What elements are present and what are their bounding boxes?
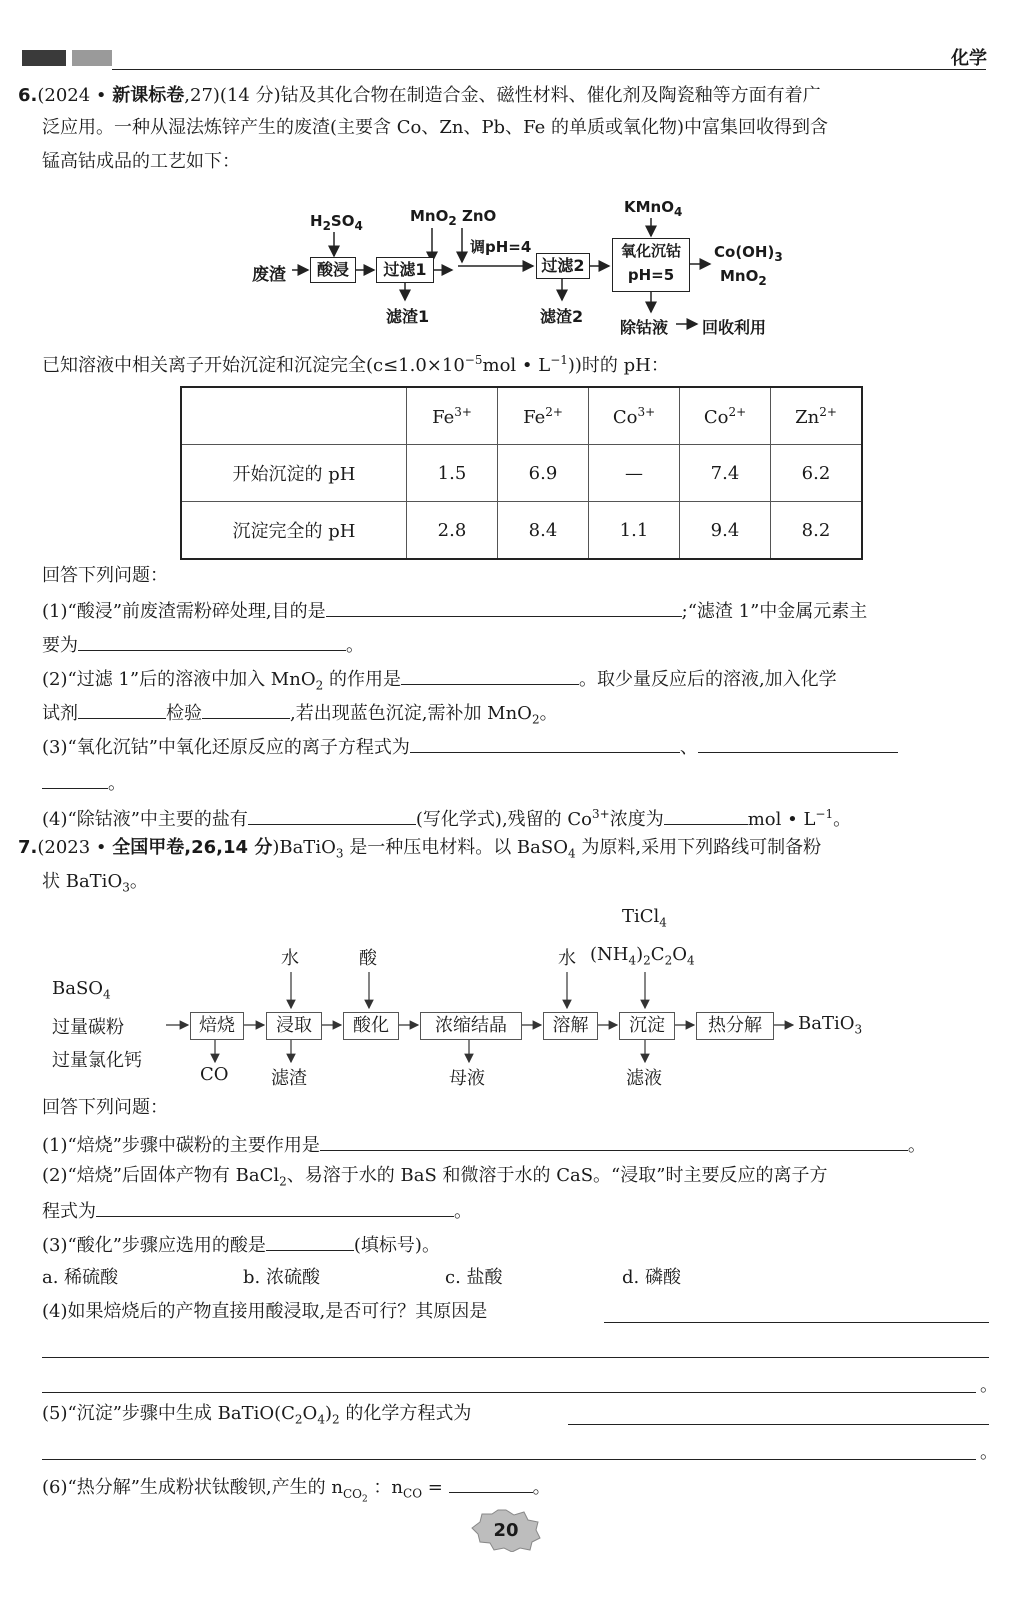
flow2-output-mother-liquor: 母液 bbox=[449, 1068, 485, 1089]
ion-symbol: Fe bbox=[432, 406, 455, 428]
subject-label: 化学 bbox=[951, 48, 987, 69]
sub-2: 2 bbox=[315, 678, 324, 693]
q7-option-d[interactable]: d. 磷酸 bbox=[622, 1267, 681, 1288]
table-cell: 8.2 bbox=[771, 502, 863, 560]
table-cell: 9.4 bbox=[680, 502, 771, 560]
q7-period: 。 bbox=[907, 1135, 926, 1156]
q7-part5-text3: ) bbox=[324, 1403, 332, 1424]
q7-period: 。 bbox=[532, 1477, 551, 1498]
flow2-output-filtrate: 滤液 bbox=[626, 1068, 662, 1089]
q7-period: 。 bbox=[980, 1375, 998, 1396]
flow-product-cooh3: $Co(OH)_3$ bbox=[714, 243, 783, 264]
q6-known-exp: −5 bbox=[464, 353, 483, 367]
flow-reagent-kmno4: KMnO$_4$ bbox=[624, 198, 683, 219]
q7-part5-text: (5)“沉淀”步骤中生成 BaTiO(C bbox=[42, 1403, 295, 1424]
q6-source-open: (2024 • bbox=[37, 85, 113, 106]
q7-part5-blank-line2[interactable] bbox=[42, 1459, 976, 1460]
q7-line2-text: 状 BaTiO bbox=[42, 871, 123, 892]
flow2-step-dissolve: 溶解 bbox=[543, 1012, 598, 1040]
flow2-reagent-ticl4: TiCl$_4$ bbox=[622, 906, 667, 930]
page-number bbox=[470, 1508, 542, 1552]
flow2-reagent-oxalate: $(NH_4)_2C_2O_4$ bbox=[590, 944, 695, 968]
table-cell: 7.4 bbox=[680, 445, 771, 502]
ion-charge: 3+ bbox=[637, 404, 656, 419]
flow-step-oxidize-ph: pH=5 bbox=[627, 266, 675, 284]
table-cell: 2.8 bbox=[407, 502, 498, 560]
q7-part5 bbox=[42, 1402, 471, 1432]
q6-known-exp2: −1 bbox=[550, 353, 568, 367]
flow-step-filter1: 过滤1 bbox=[376, 257, 434, 283]
q7-number: 7. bbox=[18, 837, 38, 858]
q6-comma: 、 bbox=[679, 737, 698, 758]
flow2-reagent-water1: 水 bbox=[281, 948, 299, 969]
flow-step-filter2: 过滤2 bbox=[536, 253, 590, 279]
table-cell: 6.9 bbox=[498, 445, 589, 502]
ion-symbol: Fe bbox=[523, 406, 546, 428]
sub-3: 3 bbox=[335, 846, 344, 861]
q6-part2-text3: 。取少量反应后的溶液,加入化学 bbox=[578, 669, 837, 690]
q6-part4-text3: 浓度为 bbox=[609, 809, 664, 830]
flow2-output-residue: 滤渣 bbox=[271, 1068, 307, 1089]
flow-residue1: 滤渣1 bbox=[386, 307, 430, 326]
flow2-input-carbon: 过量碳粉 bbox=[52, 1017, 124, 1038]
flow2-step-acidify: 酸化 bbox=[343, 1012, 399, 1040]
q7-period: 。 bbox=[454, 1201, 472, 1222]
flow2-step-roast: 焙烧 bbox=[190, 1012, 244, 1040]
q6-part1-text2: ;“滤渣 1”中金属元素主 bbox=[681, 601, 868, 622]
q7-part4 bbox=[42, 1300, 487, 1324]
q7-part4-blank-line2[interactable] bbox=[42, 1357, 989, 1358]
flow-residue2: 滤渣2 bbox=[540, 307, 584, 326]
table-cell: — bbox=[589, 445, 680, 502]
q6-part1-text3: 要为 bbox=[42, 635, 78, 656]
ion-symbol: Co bbox=[612, 406, 638, 428]
q6-period: 。 bbox=[108, 773, 126, 794]
q6-period: 。 bbox=[833, 809, 852, 830]
q7-intro2: 是一种压电材料。以 BaSO bbox=[343, 837, 568, 858]
q7-part3 bbox=[42, 1232, 440, 1258]
q7-part6 bbox=[42, 1474, 551, 1511]
q7-part1-text: (1)“焙烧”步骤中碳粉的主要作用是 bbox=[42, 1135, 320, 1156]
q6-part4-text2: (写化学式),残留的 Co bbox=[415, 809, 593, 830]
sup-3plus: 3+ bbox=[592, 807, 610, 821]
q6-part2-text6: ,若出现蓝色沉淀,需补加 MnO bbox=[290, 703, 532, 724]
q6-part2-text2: 的作用是 bbox=[323, 669, 401, 690]
table-cell: 1.5 bbox=[407, 445, 498, 502]
flow2-input-cacl2: 过量氯化钙 bbox=[52, 1050, 142, 1071]
q7-source: 全国甲卷,26,14 分 bbox=[112, 837, 273, 858]
flow-step-acid-leach: 酸浸 bbox=[310, 257, 356, 283]
q7-part2-text: (2)“焙烧”后固体产物有 BaCl bbox=[42, 1165, 280, 1186]
q6-line2: 泛应用。一种从湿法炼锌产生的废渣(主要含 Co、Zn、Pb、Fe 的单质或氧化物)中富集回收得到含 bbox=[42, 117, 828, 138]
q7-part3-text: (3)“酸化”步骤应选用的酸是 bbox=[42, 1235, 266, 1256]
page-number-text: 20 bbox=[493, 1520, 519, 1541]
flow2-input-baso4: BaSO$_4$ bbox=[52, 978, 111, 1002]
ion-symbol: Zn bbox=[795, 406, 820, 428]
q6-part4-unit: mol • L bbox=[747, 809, 816, 830]
q6-part1-text: (1)“酸浸”前废渣需粉碎处理,目的是 bbox=[42, 601, 326, 622]
q7-part3-text2: (填标号)。 bbox=[353, 1235, 440, 1256]
sub-2: 2 bbox=[279, 1174, 287, 1189]
table-cell: 8.4 bbox=[498, 502, 589, 560]
flow2-reagent-acid: 酸 bbox=[359, 948, 377, 969]
q6-known-end: ))时的 pH： bbox=[567, 355, 669, 376]
flow-waste: 除钴液 bbox=[620, 318, 669, 337]
q6-part4-text: (4)“除钴液”中主要的盐有 bbox=[42, 809, 248, 830]
sub-co: CO bbox=[403, 1486, 423, 1501]
q7-answer-prompt: 回答下列问题： bbox=[42, 1097, 168, 1118]
q7-part5-text2: O bbox=[302, 1403, 318, 1424]
sub-co2: CO2 bbox=[342, 1486, 368, 1504]
flow2-step-decompose: 热分解 bbox=[696, 1012, 774, 1040]
sub-3: 3 bbox=[122, 880, 130, 895]
q7-period: 。 bbox=[980, 1442, 998, 1463]
sub-4: 4 bbox=[567, 846, 576, 861]
q6-known-unit: mol • L bbox=[482, 355, 551, 376]
q7-option-b[interactable]: b. 浓硫酸 bbox=[243, 1267, 320, 1288]
q7-part1-blank[interactable] bbox=[320, 1132, 908, 1151]
q7-part4-blank[interactable] bbox=[604, 1322, 989, 1323]
q7-part1 bbox=[42, 1132, 926, 1158]
table-cell: 1.1 bbox=[589, 502, 680, 560]
flow2-reagent-water2: 水 bbox=[558, 948, 576, 969]
sub-2: 2 bbox=[294, 1412, 303, 1427]
q6-line3: 锰高钴成品的工艺如下： bbox=[42, 151, 240, 172]
q7-source-open: (2023 • bbox=[37, 837, 113, 858]
table-row-label: 开始沉淀的 pH bbox=[181, 445, 407, 502]
sup-minus1: −1 bbox=[815, 807, 834, 821]
q7-part2-text2: 、易溶于水的 BaS 和微溶于水的 CaS。“浸取”时主要反应的离子方 bbox=[286, 1165, 828, 1186]
q6-source: 新课标卷 bbox=[112, 85, 185, 106]
ion-charge: 2+ bbox=[545, 404, 563, 419]
flow2-step-precipitate: 沉淀 bbox=[619, 1012, 675, 1040]
q7-part4-blank-line3[interactable] bbox=[42, 1392, 976, 1393]
q7-option-a[interactable]: a. 稀硫酸 bbox=[42, 1267, 119, 1288]
q7-intro3: 为原料,采用下列路线可制备粉 bbox=[575, 837, 822, 858]
q7-part6-blank[interactable] bbox=[449, 1474, 533, 1493]
q6-intro: ,27)(14 分)钴及其化合物在制造合金、磁性材料、催化剂及陶瓷釉等方面有着广 bbox=[184, 85, 821, 106]
sub-2: 2 bbox=[531, 712, 540, 727]
q7-part2-text3: 程式为 bbox=[42, 1201, 96, 1222]
flow-reagent-mno2-zno: MnO$_2$ ZnO bbox=[410, 207, 497, 228]
ion-charge: 2+ bbox=[819, 404, 837, 419]
q7-part2-cont bbox=[42, 1198, 472, 1224]
q7-part6-text: (6)“热分解”生成粉状钛酸钡,产生的 n bbox=[42, 1477, 343, 1498]
q6-answer-prompt: 回答下列问题： bbox=[42, 565, 168, 586]
table-row-label: 沉淀完全的 pH bbox=[181, 502, 407, 560]
ion-charge: 3+ bbox=[454, 404, 472, 419]
flow-step-oxidize-label: 氧化沉钴 bbox=[620, 242, 681, 260]
q6-part2-text4: 试剂 bbox=[42, 703, 78, 724]
q7-part4-text: (4)如果焙烧后的产物直接用酸浸取,是否可行？其原因是 bbox=[42, 1301, 488, 1322]
q7-option-c[interactable]: c. 盐酸 bbox=[445, 1267, 503, 1288]
ion-charge: 2+ bbox=[728, 404, 747, 419]
q6-part2-text5: 检验 bbox=[166, 703, 202, 724]
q7-part5-blank[interactable] bbox=[568, 1424, 989, 1425]
q6-number: 6. bbox=[18, 85, 38, 106]
table-cell: 6.2 bbox=[771, 445, 863, 502]
q6-period: 。 bbox=[539, 703, 558, 724]
flow2-step-leach: 浸取 bbox=[266, 1012, 322, 1040]
q7-intro: )BaTiO bbox=[272, 837, 336, 858]
sub-4: 4 bbox=[317, 1412, 325, 1427]
flow2-step-crystallize: 浓缩结晶 bbox=[420, 1012, 522, 1040]
q6-known-text: 已知溶液中相关离子开始沉淀和沉淀完全(c≤1.0×10 bbox=[42, 355, 465, 376]
flow-recycle: 回收利用 bbox=[702, 318, 767, 337]
flow2-product: BaTiO$_3$ bbox=[798, 1013, 863, 1037]
flow-start: 废渣 bbox=[252, 265, 286, 285]
flow-adjust-ph: 调pH=4 bbox=[470, 238, 532, 256]
q7-period: 。 bbox=[129, 871, 148, 892]
flow2-output-co: CO bbox=[200, 1064, 229, 1085]
q7-part2-blank[interactable] bbox=[96, 1198, 454, 1217]
flow-product-mno2: MnO$_2$ bbox=[720, 267, 767, 288]
q6-part2-text: (2)“过滤 1”后的溶液中加入 MnO bbox=[42, 669, 316, 690]
flow-reagent-h2so4: $H_2SO_4$ bbox=[310, 212, 363, 233]
ion-symbol: Co bbox=[703, 406, 729, 428]
q6-part3-text: (3)“氧化沉钴”中氧化还原反应的离子方程式为 bbox=[42, 737, 410, 758]
sub-2: 2 bbox=[331, 1412, 340, 1427]
q7-part6-text3: = bbox=[422, 1477, 449, 1498]
q7-part5-text4: 的化学方程式为 bbox=[339, 1403, 472, 1424]
q7-part6-text2: ：n bbox=[367, 1477, 404, 1498]
q7-part2 bbox=[42, 1164, 827, 1194]
q6-period: 。 bbox=[346, 635, 364, 656]
q7-part3-blank[interactable] bbox=[266, 1232, 354, 1251]
